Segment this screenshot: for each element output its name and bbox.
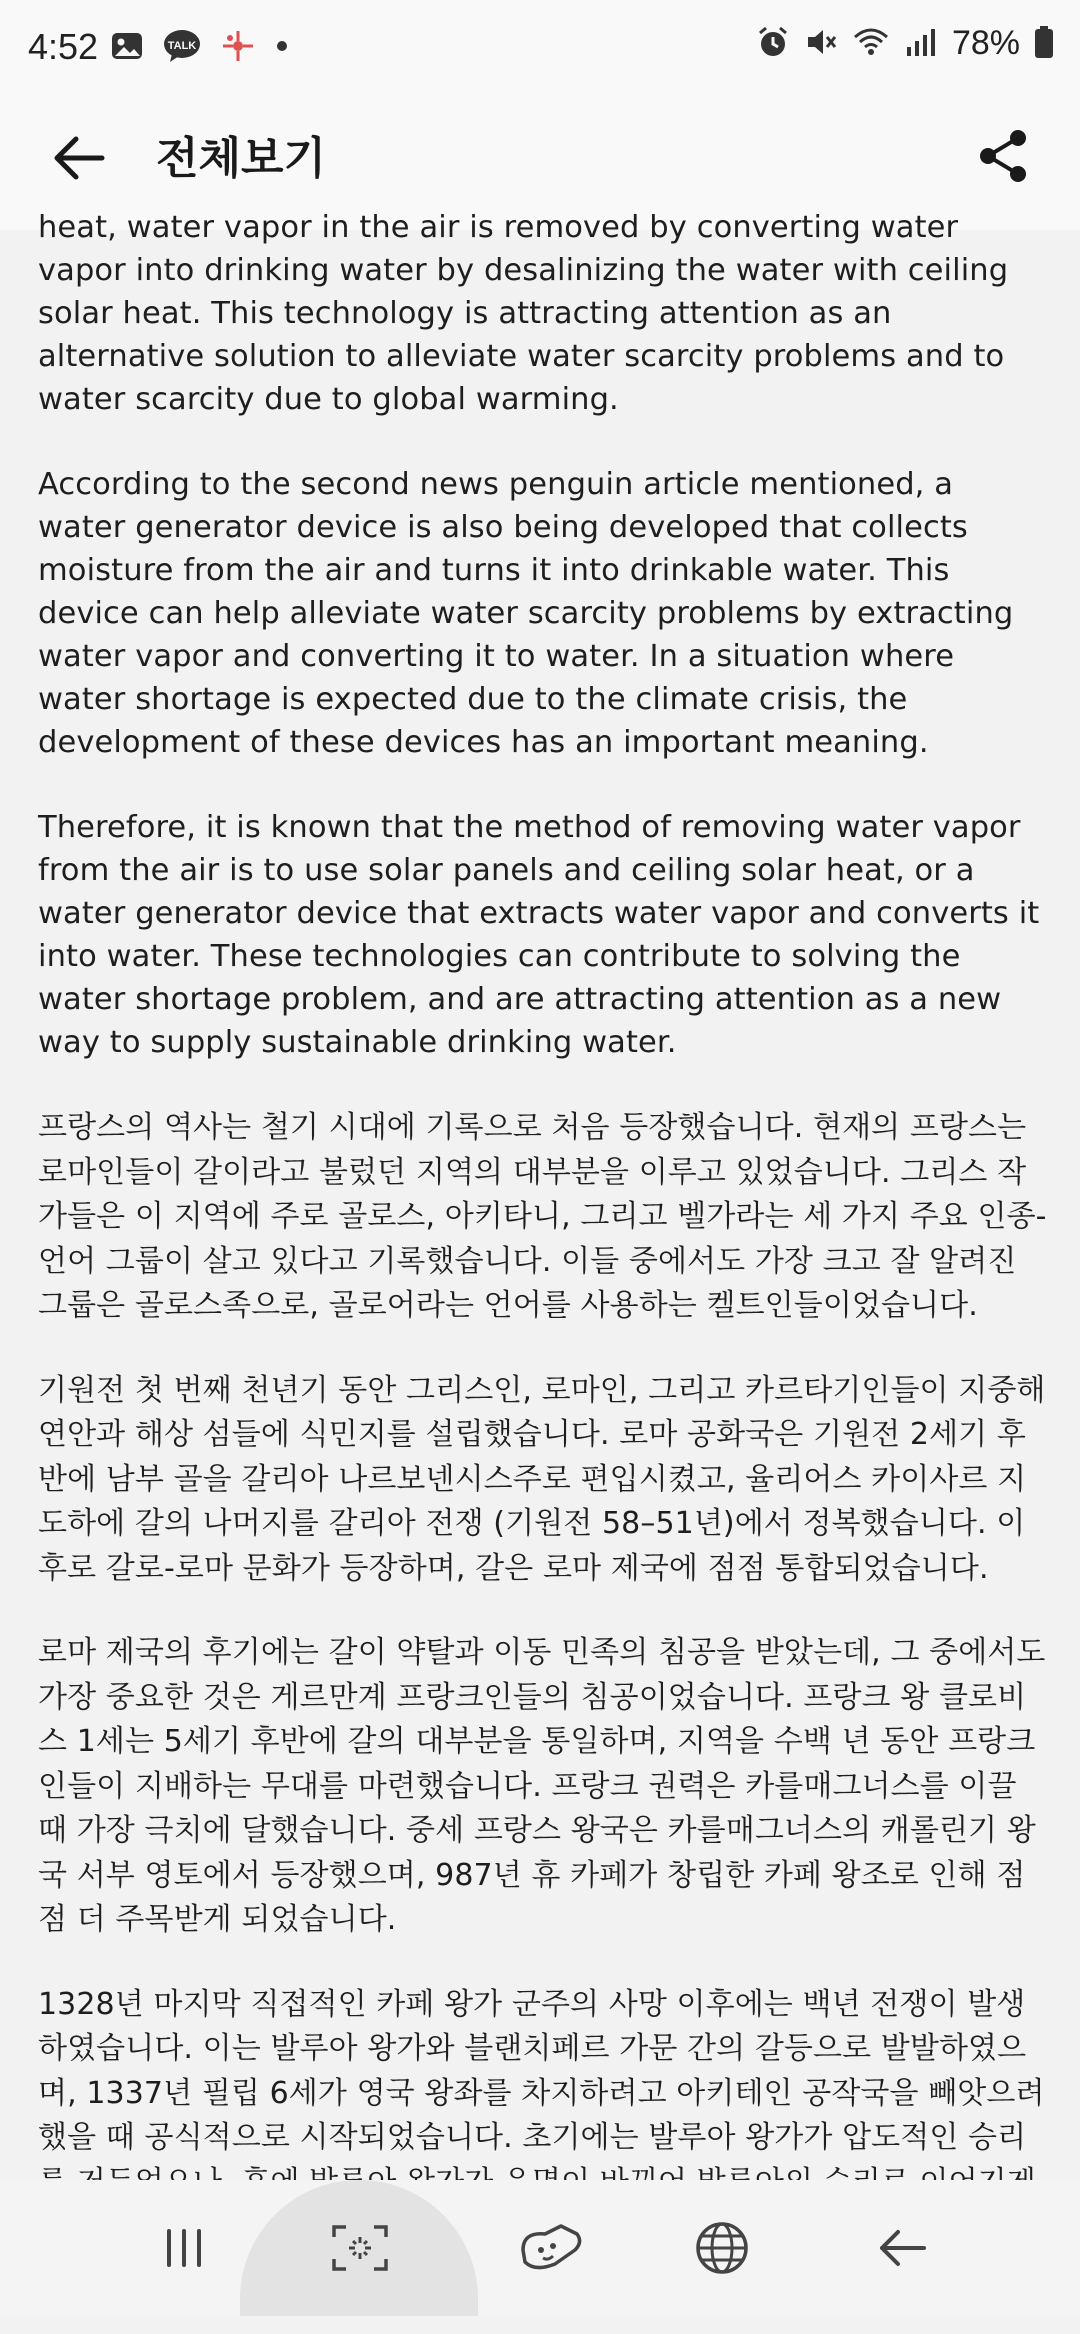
back-button[interactable]: [48, 126, 112, 190]
status-bar: [0, 0, 1080, 96]
capture-button[interactable]: [328, 2216, 392, 2280]
article-body: [38, 206, 1048, 2334]
signal-icon: [904, 25, 938, 63]
share-icon: [972, 124, 1036, 188]
content-scroll-area[interactable]: [0, 210, 1080, 2180]
paragraph: heat, water vapor in the air is removed by converting water vapor into drinking water by desalinizing the water with ceiling solar heat. This technology is attracting attention as an alternative solution to alleviate water scarcity problems and to water scarcity due to global warming.: [38, 210, 1009, 417]
arrow-left-icon: [48, 126, 112, 190]
alarm-icon: [756, 25, 790, 63]
capture-icon: [330, 2223, 390, 2273]
navigation-bar: [0, 2180, 1080, 2316]
status-time: 4:52: [28, 26, 99, 67]
battery-icon: [1034, 25, 1054, 63]
wifi-icon: [852, 25, 890, 63]
svg-text:TALK: TALK: [167, 40, 197, 52]
share-button[interactable]: [972, 124, 1036, 188]
notification-icons: [110, 28, 290, 68]
battery-percent: 78%: [951, 24, 1020, 62]
recent-apps-icon: [159, 2223, 209, 2273]
paragraph: 기원전 첫 번째 천년기 동안 그리스인, 로마인, 그리고 카르타기인들이 지중해 연안과 해상 섬들에 식민지를 설립했습니다. 로마 공화국은 기원전 2세기 후반에 남부 골을 갈리아 나르보넨시스주로 편입시켰고, 율리어스 카이사르 지도하에 갈의 나머지를 갈리아 전쟁 (기원전 58–51년)에서 정복했습니다. 이후로 갈로-로마 문화가 등장하며, 갈은 로마 제국에 점점 통합되었습니다.: [38, 1372, 1046, 1586]
paragraph: According to the second news penguin article mentioned, a water generator device is also being developed that collects moisture from the air and turns it into drinkable water. This device can help alleviate water scarcity problems by extracting water vapor and converting it to water. In a situation where water shortage is expected due to the climate crisis, the development of these devices has an important meaning.: [38, 467, 1014, 760]
bixby-icon: [515, 2220, 585, 2276]
paragraph: 프랑스의 역사는 철기 시대에 기록으로 처음 등장했습니다. 현재의 프랑스는 로마인들이 갈이라고 불렀던 지역의 대부분을 이루고 있었습니다. 그리스 작가들은 이 지역에 주로 골로스, 아키타니, 그리고 벨가라는 세 가지 주요 인종-언어 그룹이 살고 있다고 기록했습니다. 이들 중에서도 가장 크고 잘 알려진 그룹은 골로스족으로, 골로어라는 언어를 사용하는 켈트인들이었습니다.: [38, 1110, 1047, 1323]
talk-icon: [162, 28, 202, 68]
paragraph: 1328년 마지막 직접적인 카페 왕가 군주의 사망 이후에는 백년 전쟁이 발생하였습니다. 이는 발루아 왕가와 블랜치페르 가문 간의 갈등으로 발발하였으며, 1337년 필립 6세가 영국 왕좌를 차지하려고 아키테인 공작국을 빼앗으려 했을 때 공식적으로 시작되었습니다. 초기에는 발루아 왕가가 압도적인 승리: [38, 1986, 1045, 2155]
mute-icon: [804, 25, 838, 63]
app-icon: [220, 28, 256, 68]
paragraph: Therefore, it is known that the method of removing water vapor from the air is to use solar panels and ceiling solar heat, or a water generator device that extracts water vapor and converts it into water. These technologies can contribute to solving the water shortage problem, and are attracting attention as a new way to supply sustainable drinking water.: [38, 810, 1040, 1060]
globe-icon: [694, 2220, 750, 2276]
recent-apps-button[interactable]: [152, 2216, 216, 2280]
assistant-button[interactable]: [516, 2216, 584, 2280]
dot-icon: [274, 38, 290, 58]
system-icons: [756, 24, 1054, 63]
paragraph: 로마 제국의 후기에는 갈이 약탈과 이동 민족의 침공을 받았는데, 그 중에서도 가장 중요한 것은 게르만계 프랑크인들의 침공이었습니다. 프랑크 왕 클로비스 1세는 5세기 후반에 갈의 대부분을 통일하며, 지역을 수백 년 동안 프랑크인들이 지배하는 무대를 마련했습니다. 프랑크 권력은 카를매그너스를 이끌 때 가장 극치에 달했습니다. 중세 프랑스 왕국은 카를매그너스의 캐롤린기 왕국 서부 영토에서 등장했으며, 987년 휴 카페가 창립한 카페 왕조로 인해 점점 더 주목받게 되었습니다.: [38, 1635, 1046, 1937]
back-icon: [874, 2223, 930, 2273]
page-title: 전체보기: [156, 133, 327, 184]
internet-button[interactable]: [690, 2216, 754, 2280]
nav-back-button[interactable]: [870, 2216, 934, 2280]
gallery-icon: [110, 29, 144, 67]
